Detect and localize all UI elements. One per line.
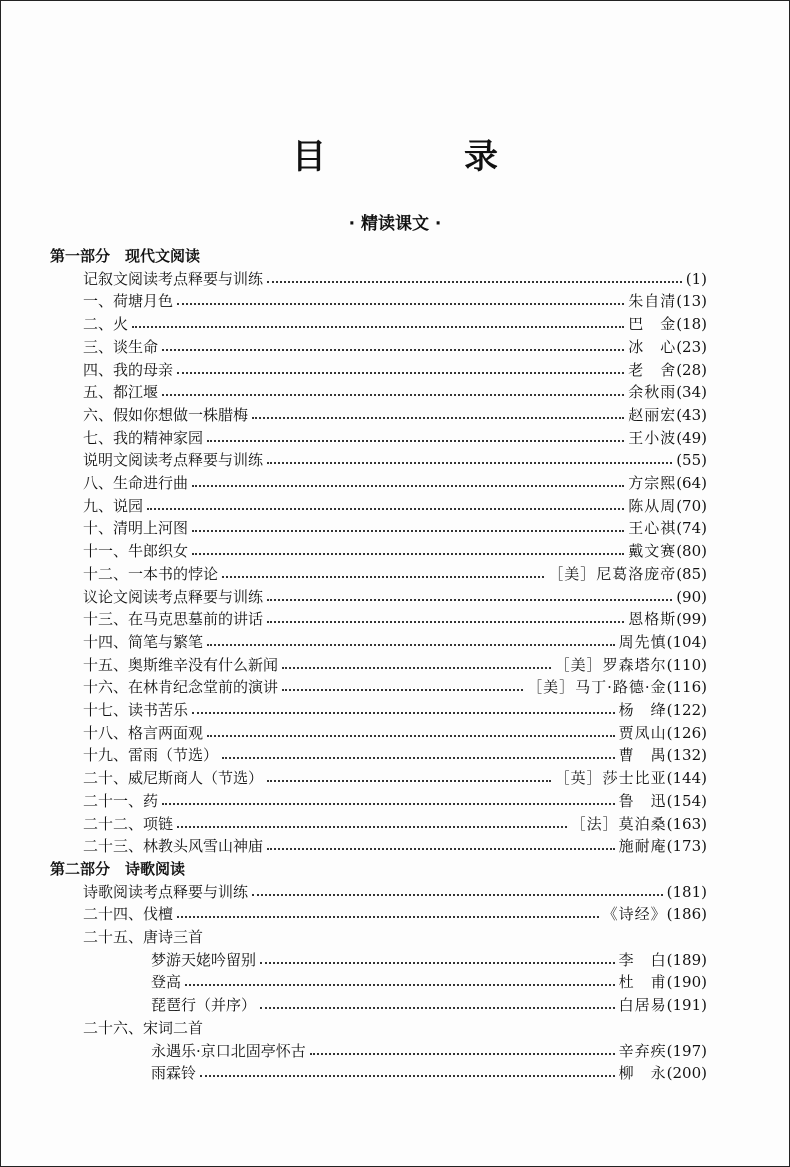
toc-entry-page: (55) [676, 451, 707, 470]
toc-entry-page: (181) [666, 882, 707, 901]
toc-entry-title: 第一部分 现代文阅读 [50, 247, 201, 265]
toc-entry [83, 427, 707, 449]
toc-entry-title: 十五、奥斯维辛没有什么新闻 [83, 655, 279, 674]
toc-entry-title: 十六、在林肯纪念堂前的演讲 [83, 678, 279, 697]
toc-entry-page: (163) [666, 814, 707, 833]
toc-leader-dots [252, 417, 624, 419]
toc-entry [83, 517, 707, 539]
toc-entry-title: 二十六、宋词二首 [83, 1018, 204, 1037]
toc-leader-dots [260, 1007, 615, 1009]
toc-leader-dots [267, 599, 672, 601]
toc-entry [83, 449, 707, 471]
toc-leader-dots [222, 757, 615, 759]
toc-entry-title: 五、都江堰 [83, 383, 159, 402]
toc-entry-title: 二十四、伐檀 [83, 905, 174, 924]
toc-entry-page: (144) [666, 769, 707, 788]
toc-entry-author: 方宗熙 [628, 474, 677, 492]
toc-entry-author: 辛弃疾 [618, 1041, 667, 1060]
toc-entry-page: (126) [666, 723, 707, 742]
toc-entry-page: (80) [676, 542, 707, 561]
toc-leader-dots [267, 848, 615, 850]
toc-entry [151, 1040, 707, 1062]
toc-entry-author: 白居易 [618, 996, 667, 1015]
toc-entry-author: 《诗经》 [602, 905, 667, 924]
toc-entry-title: 梦游天姥吟留别 [151, 950, 257, 969]
toc-entry-author: 柳 永 [618, 1064, 667, 1083]
toc-entry-title: 诗歌阅读考点释要与训练 [83, 882, 249, 901]
toc-entry [83, 336, 707, 358]
toc-entry-title: 十一、牛郎织女 [83, 542, 189, 561]
toc-entry [83, 268, 707, 290]
toc-entry [83, 699, 707, 721]
toc-entry [83, 472, 707, 494]
toc-leader-dots [162, 394, 624, 396]
toc-entry [83, 767, 707, 789]
toc-entry-title: 十、清明上河图 [83, 519, 189, 538]
toc-entry [83, 790, 707, 812]
toc-leader-dots [282, 689, 523, 691]
toc-entry-author: 周先慎 [618, 632, 667, 651]
toc-entry-page: (154) [666, 791, 707, 810]
toc-leader-dots [192, 553, 624, 555]
toc-entry-author: 施耐庵 [618, 837, 667, 856]
toc-part-heading [50, 858, 185, 880]
toc-entry [83, 586, 707, 608]
toc-entry-title: 永遇乐·京口北固亭怀古 [151, 1041, 306, 1060]
toc-entry-page: (85) [676, 564, 707, 583]
toc-entry-author: ［美］罗森塔尔 [554, 655, 667, 674]
toc-leader-dots [267, 780, 551, 782]
toc-entry [83, 654, 707, 676]
toc-entry-author: 鲁 迅 [618, 791, 667, 810]
toc-entry [83, 404, 707, 426]
toc-entry-page: (28) [676, 360, 707, 379]
toc-entry-page: (49) [676, 428, 707, 447]
toc-entry-page: (43) [676, 405, 707, 424]
toc-entry-page: (189) [666, 950, 707, 969]
table-of-contents [1, 245, 789, 1095]
toc-leader-dots [192, 485, 624, 487]
toc-entry-title: 二十二、项链 [83, 814, 174, 833]
toc-entry-title: 六、假如你想做一株腊梅 [83, 405, 249, 424]
toc-entry-page: (13) [676, 292, 707, 311]
toc-leader-dots [267, 281, 682, 283]
toc-leader-dots [192, 712, 615, 714]
toc-leader-dots [207, 735, 615, 737]
toc-entry-title: 十三、在马克思墓前的讲话 [83, 610, 264, 629]
toc-entry-author: 老 舍 [628, 360, 677, 379]
toc-entry-page: (173) [666, 837, 707, 856]
toc-entry [151, 949, 707, 971]
toc-entry-title: 二十一、药 [83, 791, 159, 810]
toc-entry [151, 1062, 707, 1084]
toc-entry [83, 744, 707, 766]
toc-entry [83, 313, 707, 335]
toc-entry-title: 琵琶行（并序） [151, 996, 257, 1015]
toc-entry-title: 十二、一本书的悖论 [83, 564, 219, 583]
toc-entry-page: (186) [666, 905, 707, 924]
toc-entry [83, 290, 707, 312]
toc-entry-title: 二十、威尼斯商人（节选） [83, 769, 264, 788]
toc-leader-dots [207, 644, 615, 646]
toc-entry-title: 议论文阅读考点释要与训练 [83, 587, 264, 606]
toc-entry-page: (132) [666, 746, 707, 765]
toc-entry-author: ［美］马丁·路德·金 [527, 678, 667, 697]
toc-entry-page: (1) [685, 269, 707, 288]
toc-entry-author: 朱自清 [628, 292, 677, 311]
toc-entry-author: 王心祺 [628, 519, 677, 538]
toc-entry [83, 631, 707, 653]
toc-entry [83, 903, 707, 925]
toc-entry-title: 一、荷塘月色 [83, 292, 174, 311]
toc-entry-title: 十四、简笔与繁笔 [83, 632, 204, 651]
toc-entry-page: (122) [666, 701, 707, 719]
toc-entry [151, 971, 707, 993]
page-title: 目 录 [292, 137, 550, 177]
toc-entry-title: 第二部分 诗歌阅读 [50, 859, 186, 878]
toc-entry-title: 八、生命进行曲 [83, 474, 189, 492]
toc-entry-page: (110) [666, 655, 707, 674]
toc-leader-dots [267, 621, 624, 623]
toc-entry-title: 七、我的精神家园 [83, 428, 204, 447]
toc-entry-page: (197) [666, 1041, 707, 1060]
toc-leader-dots [252, 894, 663, 896]
toc-entry-title: 记叙文阅读考点释要与训练 [83, 269, 264, 288]
toc-entry-page: (23) [676, 337, 707, 356]
toc-entry [83, 1017, 203, 1039]
toc-entry-page: (90) [676, 587, 707, 606]
toc-entry-title: 九、说园 [83, 496, 144, 515]
toc-entry [83, 381, 707, 403]
toc-entry-author: 陈从周 [628, 496, 677, 515]
toc-entry-page: (200) [666, 1064, 707, 1083]
section-title: · 精读课文 · [348, 214, 442, 234]
toc-leader-dots [162, 349, 624, 351]
toc-entry-title: 三、谈生命 [83, 337, 159, 356]
toc-entry-page: (18) [676, 315, 707, 334]
toc-entry [83, 495, 707, 517]
toc-entry-page: (74) [676, 519, 707, 538]
toc-leader-dots [147, 508, 624, 510]
toc-entry-page: (104) [666, 632, 707, 651]
toc-entry-author: 赵丽宏 [628, 405, 677, 424]
toc-entry-author: 杜 甫 [618, 973, 667, 992]
toc-entry-author: 冰 心 [628, 337, 677, 356]
toc-entry-title: 说明文阅读考点释要与训练 [83, 451, 264, 470]
toc-entry-author: 余秋雨 [628, 383, 677, 402]
toc-entry [83, 540, 707, 562]
toc-entry-title: 十九、雷雨（节选） [83, 746, 219, 765]
toc-entry-page: (191) [666, 996, 707, 1015]
toc-entry [83, 835, 707, 857]
toc-leader-dots [192, 530, 624, 532]
toc-leader-dots [282, 667, 551, 669]
toc-entry-title: 十七、读书苦乐 [83, 701, 189, 719]
toc-leader-dots [260, 962, 615, 964]
toc-entry-author: 曹 禺 [618, 746, 667, 765]
toc-entry-title: 二、火 [83, 315, 129, 334]
toc-entry-author: ［美］尼葛洛庞帝 [548, 564, 677, 583]
toc-leader-dots [200, 1075, 615, 1077]
toc-entry-title: 四、我的母亲 [83, 360, 174, 379]
toc-entry [83, 608, 707, 630]
toc-entry-title: 雨霖铃 [151, 1064, 197, 1083]
toc-entry-title: 登高 [151, 973, 182, 992]
toc-entry-title: 二十五、唐诗三首 [83, 928, 204, 946]
toc-leader-dots [185, 984, 615, 986]
toc-entry [83, 722, 707, 744]
toc-entry-author: 戴文赛 [628, 542, 677, 561]
toc-leader-dots [207, 440, 624, 442]
toc-entry-page: (34) [676, 383, 707, 402]
toc-entry-author: 王小波 [628, 428, 677, 447]
toc-entry-author: ［法］莫泊桑 [570, 814, 667, 833]
toc-entry-page: (99) [676, 610, 707, 629]
toc-entry-author: 李 白 [618, 950, 667, 969]
toc-entry-title: 十八、格言两面观 [83, 723, 204, 742]
toc-entry-author: 贾凤山 [618, 723, 667, 742]
toc-entry-title: 二十三、林教头风雪山神庙 [83, 837, 264, 856]
toc-leader-dots [267, 462, 672, 464]
toc-entry [83, 881, 707, 903]
toc-leader-dots [177, 916, 599, 918]
toc-entry-page: (64) [676, 474, 707, 492]
toc-leader-dots [162, 803, 615, 805]
toc-entry [83, 926, 203, 948]
toc-part-heading [50, 245, 200, 267]
toc-entry-author: 巴 金 [628, 315, 677, 334]
toc-leader-dots [177, 826, 567, 828]
toc-leader-dots [177, 372, 624, 374]
toc-leader-dots [132, 326, 624, 328]
toc-leader-dots [310, 1053, 615, 1055]
toc-entry-page: (70) [676, 496, 707, 515]
toc-leader-dots [222, 576, 544, 578]
toc-entry [83, 563, 707, 585]
toc-entry [151, 994, 707, 1016]
toc-entry [83, 676, 707, 698]
toc-entry-author: 恩格斯 [628, 610, 677, 629]
toc-entry-page: (116) [666, 678, 707, 697]
toc-leader-dots [177, 303, 624, 305]
toc-entry [83, 813, 707, 835]
toc-entry-author: 杨 绛 [618, 701, 667, 719]
toc-entry [83, 359, 707, 381]
toc-entry-page: (190) [666, 973, 707, 992]
toc-entry-author: ［英］莎士比亚 [554, 769, 667, 788]
